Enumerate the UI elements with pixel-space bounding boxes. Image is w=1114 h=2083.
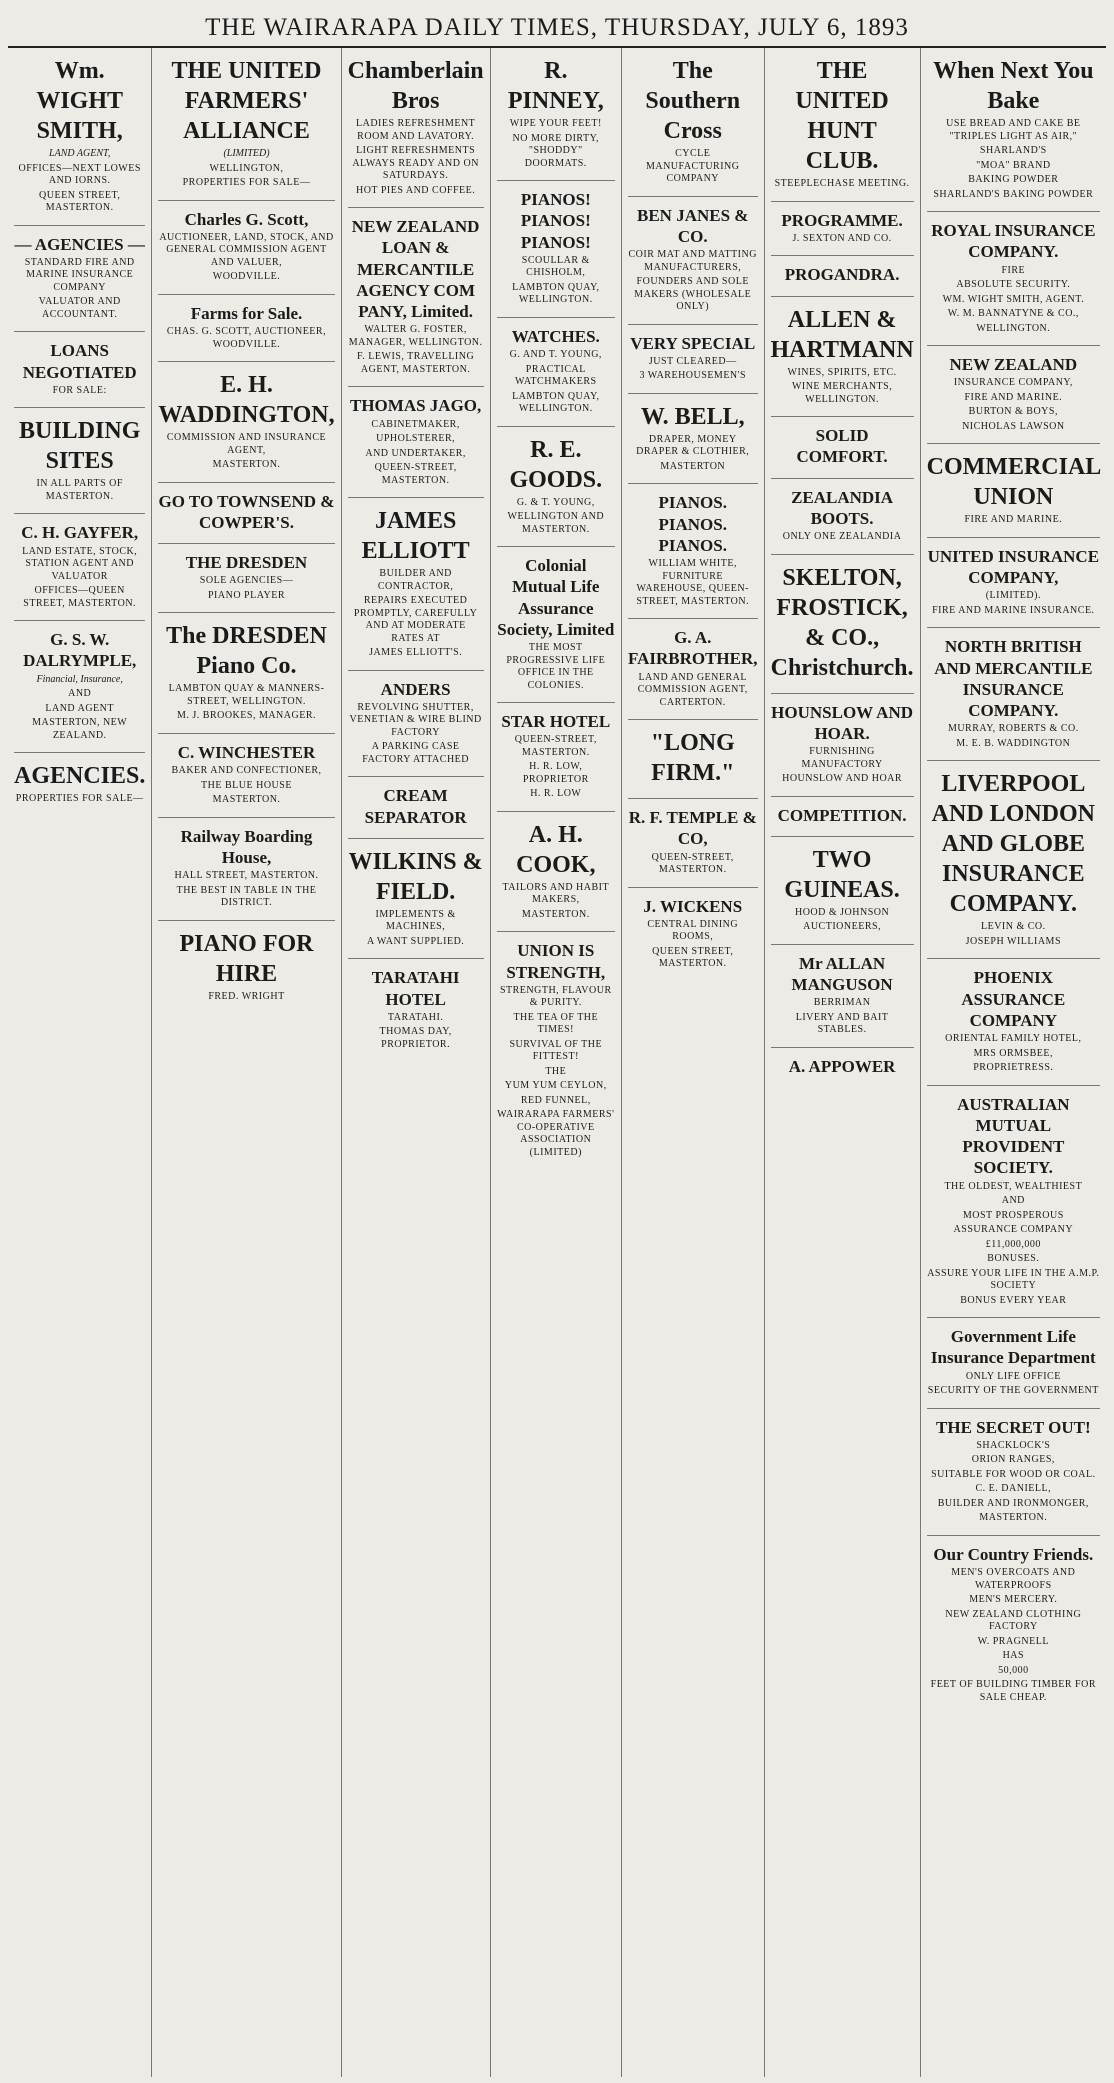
ad-line: LIVERY AND BAIT STABLES. [795, 1011, 889, 1036]
advertisement [628, 394, 758, 485]
ad-line: ASSURE YOUR LIFE IN THE A.M.P. SOCIETY [927, 1267, 1100, 1291]
ad-line: LEVIN & CO. [980, 921, 1046, 933]
ad-line: LAMBTON QUAY, WELLINGTON. [512, 281, 600, 306]
ad-line: WOODVILLE. [212, 271, 281, 283]
ad-line: IMPLEMENTS & MACHINES, [375, 908, 456, 933]
column-2 [152, 48, 341, 2077]
advertisement [497, 932, 615, 1169]
ad-line: JOSEPH WILLIAMS [965, 935, 1062, 947]
ad-line: QUEEN-STREET, MASTERTON. [374, 462, 457, 486]
ad-heading: ROYAL INSURANCE COMPANY. [931, 221, 1096, 262]
advertisement [628, 619, 758, 720]
ad-line: AND [1001, 1195, 1025, 1206]
advertisement [158, 818, 334, 921]
ad-line: SHARLAND'S [979, 145, 1047, 156]
ad-line: COIR MAT AND MATTING MANUFACTURERS, [628, 249, 757, 273]
advertisement [927, 959, 1100, 1085]
ad-line: LAND AND GENERAL COMMISSION AGENT, CARTERTON. [637, 671, 748, 708]
advertisement [497, 547, 615, 703]
ad-line: C. E. DANIELL, [975, 1483, 1052, 1495]
column-4 [491, 48, 622, 2077]
ad-heading: C. WINCHESTER [177, 742, 316, 762]
ad-heading: PROGRAMME. [781, 210, 903, 230]
advertisement [927, 346, 1100, 444]
ad-heading: R. E. GOODS. [509, 436, 603, 493]
advertisement [348, 48, 484, 208]
ad-line: HOUNSLOW AND HOAR [782, 773, 903, 784]
advertisement [771, 417, 914, 479]
ad-line: QUEEN-STREET, MASTERTON. [651, 851, 734, 875]
ad-heading: WATCHES. [511, 326, 600, 346]
ad-heading: PIANOS! PIANOS! PIANOS! [520, 190, 591, 252]
ad-heading: Our Country Friends. [933, 1544, 1094, 1564]
ad-heading: Railway Boarding House, [180, 826, 313, 867]
ad-line: SCOULLAR & CHISHOLM, [521, 254, 590, 279]
ad-heading: HOUNSLOW AND HOAR. [771, 702, 914, 743]
ad-line: £11,000,000 [985, 1238, 1041, 1250]
ad-heading: ALLEN & HARTMANN [770, 306, 914, 363]
advertisement [497, 181, 615, 318]
ad-heading: JAMES ELLIOTT [361, 508, 470, 564]
advertisement [158, 362, 334, 483]
advertisement [927, 628, 1100, 761]
ad-heading: Wm. WIGHT SMITH, [36, 58, 124, 144]
ad-line: HOOD & JOHNSON [794, 906, 890, 918]
advertisement [927, 444, 1100, 538]
ad-line: (LIMITED). [985, 590, 1041, 602]
ad-line: H. R. LOW [530, 788, 582, 800]
ad-heading: Government Life Insurance Department [930, 1327, 1096, 1368]
ad-line: MASTERTON [660, 460, 726, 472]
ad-line: RED FUNNEL, [520, 1094, 591, 1106]
ad-subheading: (LIMITED) [223, 148, 270, 159]
ad-line: CABINETMAKER, [371, 418, 460, 430]
ad-line: WELLINGTON AND MASTERTON. [507, 511, 605, 535]
ad-line: MASTERTON. [212, 459, 281, 470]
ad-heading: NEW ZEALAND LOAN & MERCANTILE AGENCY COM PANY, Limited. [351, 217, 480, 321]
advertisement [927, 1409, 1100, 1536]
ad-line: BAKER AND CONFECTIONER, [171, 765, 322, 776]
ad-line: LIGHT REFRESHMENTS ALWAYS READY AND ON SATURDAYS. [352, 145, 479, 181]
ad-heading: THOMAS JAGO, [349, 396, 482, 416]
ad-line: OFFICES—NEXT LOWES AND IORNS. [18, 162, 141, 186]
ad-heading: E. H. WADDINGTON, [158, 372, 335, 428]
column-1 [8, 48, 152, 2077]
advertisement [771, 479, 914, 555]
advertisement [497, 318, 615, 427]
advertisement [771, 837, 914, 945]
ad-subheading: LAND AGENT, [49, 148, 111, 159]
ad-line: HOT PIES AND COFFEE. [355, 184, 476, 196]
ad-line: SHACKLOCK'S [976, 1439, 1051, 1451]
ad-line: BUILDER AND IRONMONGER, [937, 1497, 1089, 1509]
ad-heading: Charles G. Scott, [184, 209, 309, 229]
ad-line: MASTERTON, NEW ZEALAND. [32, 717, 128, 741]
ad-line: REVOLVING SHUTTER, VENETIAN & WIRE BLIND FACTORY [349, 701, 482, 738]
column-6 [765, 48, 921, 2077]
masthead-title: THE WAIRARAPA DAILY TIMES, THURSDAY, JULY 6, 1893 [205, 14, 909, 41]
ad-line: NEW ZEALAND CLOTHING FACTORY [945, 1608, 1082, 1632]
ad-heading: PIANO FOR HIRE [179, 930, 314, 987]
ad-line: STRENGTH, FLAVOUR & PURITY. [499, 984, 612, 1009]
ad-line: BONUSES. [987, 1253, 1040, 1264]
advertisement [158, 48, 334, 201]
ad-line: BONUS EVERY YEAR [960, 1294, 1067, 1306]
advertisement [14, 514, 145, 621]
ad-heading: A. H. COOK, [516, 821, 596, 878]
ad-line: F. LEWIS, TRAVELLING AGENT, MASTERTON. [357, 351, 475, 375]
ad-line: THE BEST IN TABLE IN THE DISTRICT. [176, 884, 317, 908]
ad-heading: STAR HOTEL [501, 712, 611, 731]
ad-line: HALL STREET, MASTERTON. [174, 870, 319, 881]
ad-line: M. J. BROOKES, MANAGER. [176, 710, 316, 722]
ad-heading: GO TO TOWNSEND & COWPER'S. [158, 491, 335, 532]
advertisement [497, 427, 615, 548]
advertisement [348, 671, 484, 778]
advertisement [927, 212, 1100, 346]
advertisement [14, 48, 145, 226]
ad-heading: CREAM SEPARATOR [364, 786, 467, 827]
ad-line: ONLY ONE ZEALANDIA [782, 531, 902, 542]
advertisement [771, 48, 914, 202]
ad-line: BUILDER AND CONTRACTOR, [377, 568, 454, 592]
ad-line: TAILORS AND HABIT MAKERS, [502, 881, 610, 906]
advertisement [158, 483, 334, 545]
ad-line: SUITABLE FOR WOOD OR COAL. [931, 1468, 1096, 1480]
ad-heading: Mr ALLAN MANGUSON [791, 953, 893, 994]
ad-line: FOR SALE: [52, 384, 107, 396]
advertisement [158, 921, 334, 1014]
ad-heading: NORTH BRITISH AND MERCANTILE INSURANCE COMPANY. [934, 637, 1093, 720]
ad-line: THE [545, 1065, 567, 1077]
ad-line: WELLINGTON, [209, 162, 284, 174]
ad-heading: The DRESDEN Piano Co. [166, 623, 327, 680]
ad-line: STEEPLECHASE MEETING. [774, 178, 910, 189]
ad-line: A PARKING CASE FACTORY ATTACHED [362, 741, 469, 765]
advertisement [497, 48, 615, 181]
ad-line: SHARLAND'S BAKING POWDER [933, 188, 1094, 200]
ad-line: ORION RANGES, [971, 1454, 1055, 1466]
ad-line: TARATAHI. [387, 1011, 444, 1023]
ad-heading: UNION IS STRENGTH, [506, 941, 606, 982]
ad-line: WAIRARAPA FARMERS' CO-OPERATIVE ASSOCIATION (LIMITED) [497, 1109, 615, 1158]
column-7 [921, 48, 1106, 2077]
advertisement [14, 621, 145, 753]
advertisement [158, 544, 334, 613]
advertisement [771, 555, 914, 694]
ad-line: WINES, SPIRITS, ETC. [787, 366, 897, 378]
ad-line: CHAS. G. SCOTT, AUCTIONEER, WOODVILLE. [166, 326, 327, 350]
ad-subheading: Financial, Insurance, [36, 673, 123, 685]
ad-line: VALUATOR AND ACCOUNTANT. [38, 296, 121, 320]
ad-line: AUCTIONEER, LAND, STOCK, AND GENERAL COMMISSION AGENT AND VALUER, [159, 231, 334, 268]
ad-line: CENTRAL DINING ROOMS, [647, 918, 739, 943]
ad-line: DRAPER, MONEY DRAPER & CLOTHIER, [636, 433, 750, 458]
advertisement [628, 799, 758, 888]
ad-line: PROPRIETRESS. [973, 1062, 1054, 1073]
columns [8, 48, 1106, 2077]
ad-line: AND UNDERTAKER, [365, 447, 466, 459]
ad-heading: G. S. W. DALRYMPLE, [23, 630, 137, 671]
ad-line: LAMBTON QUAY & MANNERS-STREET, WELLINGTON. [168, 683, 325, 707]
ad-line: ONLY LIFE OFFICE [965, 1370, 1061, 1382]
ad-heading: J. WICKENS [643, 896, 743, 916]
ad-line: W. PRAGNELL [977, 1635, 1049, 1647]
ad-heading: AUSTRALIAN MUTUAL PROVIDENT SOCIETY. [957, 1094, 1070, 1178]
ad-line: INSURANCE COMPANY, [953, 377, 1073, 389]
advertisement [771, 694, 914, 797]
advertisement [348, 777, 484, 839]
ad-line: JUST CLEARED— [648, 355, 737, 367]
advertisement [158, 201, 334, 295]
advertisement [14, 753, 145, 816]
advertisement [628, 325, 758, 394]
advertisement [14, 332, 145, 408]
ad-line: QUEEN STREET, MASTERTON. [652, 945, 734, 970]
ad-heading: NEW ZEALAND [949, 355, 1078, 374]
ad-heading: PHOENIX ASSURANCE COMPANY [961, 968, 1066, 1030]
ad-line: A WANT SUPPLIED. [366, 935, 465, 947]
ad-line: BURTON & BOYS, [968, 406, 1058, 418]
ad-heading: When Next You Bake [933, 58, 1094, 114]
ad-line: CYCLE MANUFACTURING COMPANY [645, 148, 740, 184]
ad-line: USE BREAD AND CAKE BE "TRIPLES LIGHT AS AIR," [946, 118, 1081, 142]
ad-line: ASSURANCE COMPANY [953, 1224, 1074, 1235]
ad-line: LAND AGENT [45, 702, 114, 714]
ad-heading: — AGENCIES — [14, 234, 145, 254]
ad-line: H. R. LOW, PROPRIETOR [522, 761, 589, 785]
advertisement [771, 202, 914, 257]
ad-heading: AGENCIES. [14, 763, 146, 789]
advertisement [771, 256, 914, 296]
ad-line: FIRE [1001, 264, 1026, 276]
ad-line: MURRAY, ROBERTS & CO. [947, 723, 1079, 735]
ad-heading: THE DRESDEN [185, 553, 308, 572]
advertisement [927, 761, 1100, 959]
advertisement [158, 613, 334, 734]
advertisement [771, 945, 914, 1048]
ad-heading: BUILDING SITES [19, 418, 141, 475]
ad-line: PIANO PLAYER [207, 589, 286, 601]
ad-line: THE OLDEST, WEALTHIEST [944, 1180, 1083, 1192]
ad-heading: Chamberlain Bros [347, 58, 484, 114]
advertisement [927, 1318, 1100, 1409]
ad-line: JAMES ELLIOTT'S. [369, 647, 463, 658]
ad-line: THE BLUE HOUSE [201, 779, 292, 791]
ad-line: BAKING POWDER [968, 174, 1059, 185]
ad-heading: LOANS NEGOTIATED [22, 341, 137, 382]
ad-heading: THE UNITED FARMERS' ALLIANCE [171, 58, 322, 144]
ad-line: FIRE AND MARINE INSURANCE. [932, 604, 1095, 616]
advertisement [927, 1086, 1100, 1319]
advertisement [497, 703, 615, 812]
ad-heading: ANDERS [380, 679, 451, 699]
ad-line: FRED. WRIGHT [208, 990, 285, 1002]
ad-line: MASTERTON. [212, 794, 281, 805]
ad-line: PROPERTIES FOR SALE— [182, 177, 311, 188]
ad-heading: SKELTON, FROSTICK, & CO., Christchurch. [770, 564, 914, 681]
ad-heading: SOLID COMFORT. [796, 426, 888, 467]
advertisement [628, 720, 758, 799]
ad-line: HAS [1002, 1650, 1025, 1661]
ad-heading: R. F. TEMPLE & CO, [628, 808, 757, 849]
advertisement [158, 734, 334, 818]
ad-line: MASTERTON. [979, 1512, 1048, 1524]
ad-line: SURVIVAL OF THE FITTEST! [509, 1038, 603, 1063]
ad-line: WALTER G. FOSTER, MANAGER, WELLINGTON. [348, 324, 483, 348]
ad-line: OFFICES—QUEEN STREET, MASTERTON. [23, 585, 137, 609]
ad-line: "MOA" BRAND [976, 159, 1051, 171]
ad-line: MOST PROSPEROUS [962, 1209, 1064, 1221]
ad-line: FIRE AND MARINE. [964, 514, 1063, 526]
ad-heading: VERY SPECIAL [630, 333, 756, 353]
advertisement [628, 197, 758, 325]
ad-line: STANDARD FIRE AND MARINE INSURANCE COMPANY [24, 256, 135, 293]
ad-line: THE MOST PROGRESSIVE LIFE OFFICE IN THE COLONIES. [506, 642, 606, 691]
ad-line: WIPE YOUR FEET! [509, 118, 602, 129]
ad-heading: R. PINNEY, [507, 58, 604, 114]
ad-heading: THE SECRET OUT! [936, 1417, 1091, 1437]
advertisement [927, 538, 1100, 629]
ad-line: W. M. BANNATYNE & CO., [947, 308, 1079, 319]
ad-line: AND [68, 688, 92, 699]
ad-heading: "LONG FIRM." [650, 730, 735, 786]
ad-line: M. E. B. WADDINGTON [956, 737, 1071, 749]
ad-line: NICHOLAS LAWSON [962, 420, 1065, 432]
ad-heading: BEN JANES & CO. [637, 205, 749, 246]
ad-line: 3 WAREHOUSEMEN'S [639, 370, 747, 382]
column-3 [342, 48, 491, 2077]
ad-line: SOLE AGENCIES— [199, 575, 294, 587]
ad-line: SECURITY OF THE GOVERNMENT [927, 1385, 1099, 1396]
ad-heading: THE UNITED HUNT CLUB. [795, 58, 889, 174]
advertisement [927, 48, 1100, 212]
ad-line: FIRE AND MARINE. [964, 391, 1063, 403]
advertisement [348, 959, 484, 1061]
ad-heading: C. H. GAYFER, [21, 523, 139, 543]
advertisement [14, 226, 145, 333]
ad-heading: WILKINS & FIELD. [348, 848, 483, 905]
advertisement [628, 48, 758, 197]
advertisement [348, 387, 484, 498]
advertisement [348, 839, 484, 960]
ad-line: PRACTICAL WATCHMAKERS [514, 363, 597, 387]
ad-line: WILLIAM WHITE, FURNITURE WAREHOUSE, QUEEN-STREET, MASTERTON. [636, 558, 750, 607]
ad-line: ABSOLUTE SECURITY. [956, 279, 1071, 290]
advertisement [348, 498, 484, 671]
ad-line: THOMAS DAY, PROPRIETOR. [379, 1026, 452, 1050]
ad-line: COMMISSION AND INSURANCE AGENT, [166, 432, 327, 456]
advertisement [927, 1536, 1100, 1714]
ad-heading: W. BELL, [640, 403, 745, 430]
ad-line: G. & T. YOUNG, [516, 496, 595, 508]
advertisement [158, 295, 334, 362]
ad-line: MEN'S OVERCOATS AND WATERPROOFS [951, 1567, 1076, 1591]
ad-heading: PROGANDRA. [784, 265, 900, 285]
ad-heading: Colonial Mutual Life Assurance Society, Limited [497, 556, 615, 639]
ad-line: QUEEN STREET, MASTERTON. [39, 189, 121, 213]
advertisement [497, 812, 615, 933]
column-5 [622, 48, 765, 2077]
advertisement [628, 484, 758, 619]
ad-line: REPAIRS EXECUTED PROMPTLY, CAREFULLY AND AT MODERATE RATES AT [353, 595, 478, 644]
ad-line: THE TEA OF THE TIMES! [513, 1011, 599, 1036]
ad-line: LAND ESTATE, STOCK, STATION AGENT AND VALUATOR [22, 545, 138, 582]
ad-line: FURNISHING MANUFACTORY [801, 746, 883, 770]
ad-heading: PIANOS. PIANOS. PIANOS. [658, 493, 727, 555]
ad-heading: A. APPOWER [788, 1056, 896, 1076]
ad-line: MRS ORMSBEE, [973, 1047, 1053, 1059]
ad-line: UPHOLSTERER, [376, 433, 456, 444]
ad-heading: The Southern Cross [645, 58, 741, 144]
advertisement [628, 888, 758, 981]
ad-line: LADIES REFRESHMENT ROOM AND LAVATORY. [355, 118, 476, 142]
advertisement [771, 297, 914, 418]
ad-heading: TARATAHI HOTEL [371, 968, 460, 1009]
ad-line: 50,000 [998, 1664, 1029, 1676]
masthead [8, 4, 1106, 48]
ad-heading: UNITED INSURANCE COMPANY, [927, 546, 1100, 587]
ad-line: YUM YUM CEYLON, [504, 1080, 607, 1092]
ad-line: PROPERTIES FOR SALE— [15, 793, 144, 804]
ad-heading: ZEALANDIA BOOTS. [791, 487, 894, 528]
ad-line: LAMBTON QUAY, WELLINGTON. [512, 390, 600, 414]
ad-heading: LIVERPOOL AND LONDON AND GLOBE INSURANCE COMPANY. [931, 771, 1095, 918]
ad-line: WELLINGTON. [976, 322, 1051, 334]
ad-line: J. SEXTON AND CO. [792, 232, 892, 244]
ad-line: FOUNDERS AND SOLE MAKERS (WHOLESALE ONLY) [634, 276, 752, 312]
ad-heading: COMPETITION. [777, 805, 907, 825]
advertisement [771, 1048, 914, 1087]
advertisement [348, 208, 484, 387]
ad-heading: Farms for Sale. [190, 303, 303, 323]
ad-line: ORIENTAL FAMILY HOTEL, [945, 1033, 1082, 1044]
advertisement [14, 408, 145, 514]
ad-line: AUCTIONEERS, [803, 921, 882, 933]
ad-line: WINE MERCHANTS, WELLINGTON. [791, 381, 893, 405]
ad-line: MEN'S MERCERY. [969, 1594, 1058, 1605]
ad-line: MASTERTON. [521, 908, 590, 920]
ad-line: G. AND T. YOUNG, [509, 349, 602, 360]
ad-line: WM. WIGHT SMITH, AGENT. [942, 293, 1085, 305]
ad-heading: G. A. FAIRBROTHER, [627, 628, 758, 669]
ad-line: NO MORE DIRTY, "SHODDY" DOORMATS. [512, 132, 600, 169]
ad-heading: COMMERCIAL UNION [926, 454, 1102, 511]
advertisement [771, 797, 914, 837]
ad-line: FEET OF BUILDING TIMBER FOR SALE CHEAP. [930, 1679, 1097, 1703]
ad-line: QUEEN-STREET, MASTERTON. [514, 734, 597, 758]
ad-line: IN ALL PARTS OF MASTERTON. [36, 478, 123, 502]
ad-line: BERRIMAN [813, 997, 871, 1009]
ad-heading: TWO GUINEAS. [784, 846, 900, 903]
